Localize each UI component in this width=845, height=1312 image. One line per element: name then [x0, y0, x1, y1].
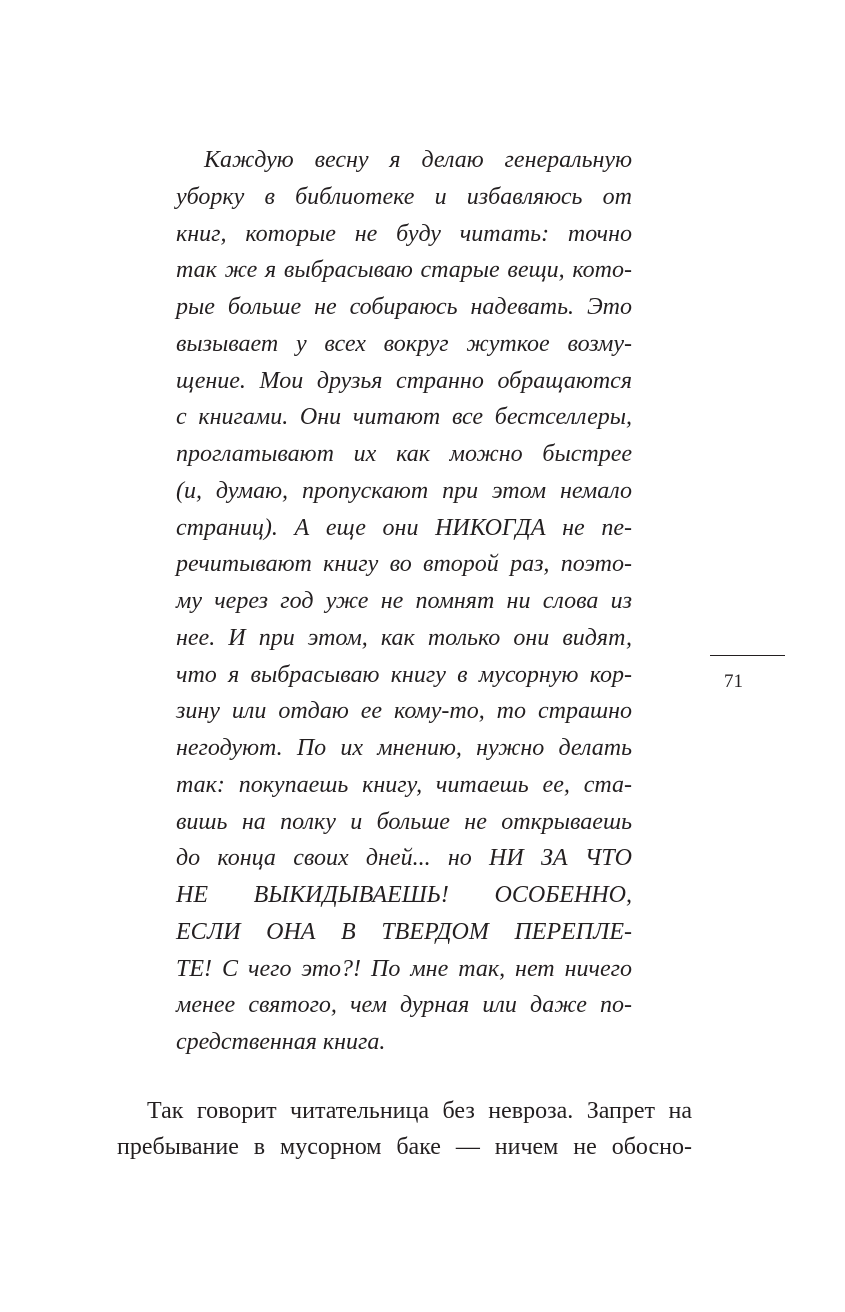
- quote-line: ТЕ! С чего это?! По мне так, нет ничего: [176, 955, 632, 982]
- quote-line: зину или отдаю ее кому-то, то страшно: [176, 698, 632, 725]
- quote-line: страниц). А еще они НИКОГДА не пе-: [176, 514, 632, 541]
- quote-line: (и, думаю, пропускают при этом немало: [176, 477, 632, 504]
- quote-line: НЕ ВЫКИДЫВАЕШЬ! ОСОБЕННО,: [176, 882, 632, 908]
- quote-line: рые больше не собираюсь надевать. Это: [176, 294, 632, 320]
- quote-line: менее святого, чем дурная или даже по-: [176, 992, 632, 1019]
- quote-line: так: покупаешь книгу, читаешь ее, ста-: [176, 771, 632, 798]
- quote-line: ЕСЛИ ОНА В ТВЕРДОМ ПЕРЕПЛЕ-: [176, 918, 632, 945]
- quote-line: вызывает у всех вокруг жуткое возму-: [176, 330, 632, 357]
- quote-line: нее. И при этом, как только они видят,: [176, 624, 632, 651]
- body-line: пребывание в мусорном баке — ничем не обосно-: [117, 1134, 692, 1160]
- body-line: Так говорит читательница без невроза. Запрет на: [147, 1098, 692, 1124]
- quote-line: уборку в библиотеке и избавляюсь от: [176, 183, 632, 210]
- quote-line: вишь на полку и больше не открываешь: [176, 808, 632, 835]
- block-quote: [176, 142, 632, 1061]
- quote-line: с книгами. Они читают все бестселлеры,: [176, 404, 632, 431]
- quote-line: до конца своих дней... но НИ ЗА ЧТО: [176, 845, 632, 872]
- body-paragraph: [117, 1093, 692, 1165]
- quote-line: средственная книга.: [176, 1029, 386, 1055]
- quote-line: книг, которые не буду читать: точно: [176, 220, 632, 247]
- quote-line: что я выбрасываю книгу в мусорную кор-: [176, 661, 632, 688]
- page-number: 71: [724, 671, 743, 692]
- quote-line: речитывают книгу во второй раз, поэто-: [176, 551, 632, 578]
- quote-line: негодуют. По их мнению, нужно делать: [176, 735, 632, 761]
- quote-line: проглатывают их как можно быстрее: [176, 441, 632, 467]
- quote-line: Каждую весну я делаю генеральную: [204, 147, 632, 173]
- page-number-rule: [710, 655, 785, 656]
- quote-line: му через год уже не помнят ни слова из: [176, 588, 632, 614]
- quote-line: щение. Мои друзья странно обращаются: [176, 367, 632, 394]
- quote-line: так же я выбрасываю старые вещи, кото-: [176, 257, 632, 284]
